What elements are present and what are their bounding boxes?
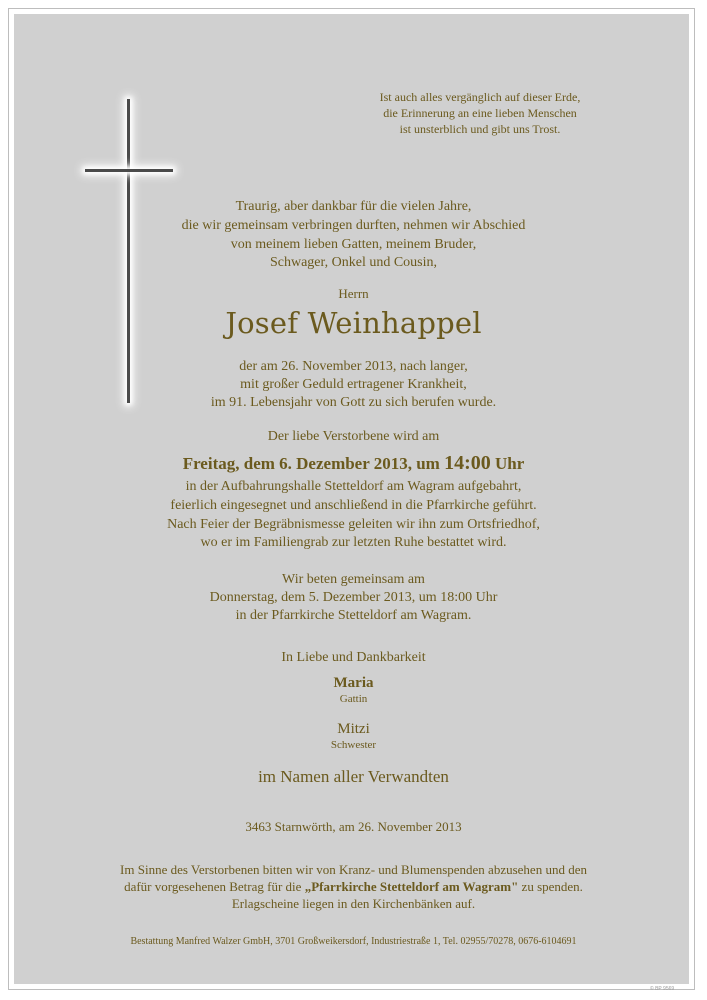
- mourner-relation-1: Gattin: [339, 693, 368, 705]
- intro-line-1: Traurig, aber dankbar für die vielen Jahre,: [235, 199, 472, 214]
- funeral-date-time: 14:00: [444, 452, 491, 474]
- prayer-line-3: in der Pfarrkirche Stetteldorf am Wagram.: [235, 608, 472, 623]
- death-info-line-3: im 91. Lebensjahr von Gott zu sich berufen wurde.: [210, 395, 497, 410]
- death-info-line-1: der am 26. November 2013, nach langer,: [239, 359, 468, 374]
- death-info-line-2: mit großer Geduld ertragener Krankheit,: [240, 377, 467, 392]
- donation-line-1: Im Sinne des Verstorbenen bitten wir von Kranz- und Blumenspenden abzusehen und den: [120, 862, 587, 877]
- funeral-details-line-2: feierlich eingesegnet und anschließend in die Pfarrkirche geführt.: [170, 498, 537, 513]
- poem-line-2: die Erinnerung an eine lieben Menschen: [383, 106, 577, 120]
- funeral-home-footer: Bestattung Manfred Walzer GmbH, 3701 Großweikersdorf, Industriestraße 1, Tel. 02955/70278, 0676-6104691: [130, 936, 577, 947]
- intro-line-2: die wir gemeinsam verbringen durften, nehmen wir Abschied: [181, 218, 526, 233]
- relatives-text: im Namen aller Verwandten: [258, 767, 449, 786]
- poem-line-1: Ist auch alles vergänglich auf dieser Erde,: [379, 90, 581, 104]
- poem-line-3: ist unsterblich und gibt uns Trost.: [399, 122, 561, 136]
- intro-line-3: von meinem lieben Gatten, meinem Bruder,: [230, 237, 477, 252]
- deceased-name: Josef Weinhappel: [225, 306, 482, 340]
- funeral-intro: Der liebe Verstorbene wird am: [267, 429, 440, 444]
- place-date: 3463 Starnwörth, am 26. November 2013: [245, 819, 462, 834]
- prayer-line-2: Donnerstag, dem 5. Dezember 2013, um 18:00 Uhr: [209, 590, 498, 605]
- salutation: Herrn: [338, 286, 369, 301]
- closing-text: In Liebe und Dankbarkeit: [281, 650, 426, 665]
- donation-line-2-prefix: dafür vorgesehenen Betrag für die: [124, 879, 302, 894]
- funeral-date-prefix: Freitag, dem 6. Dezember 2013, um: [182, 454, 440, 473]
- watermark: © BP 9569: [650, 986, 675, 992]
- mourner-name-2: Mitzi: [337, 721, 370, 737]
- mourner-name-1: Maria: [333, 675, 374, 691]
- donation-recipient: „Pfarrkirche Stetteldorf am Wagram": [304, 879, 519, 894]
- donation-line-2-suffix: zu spenden.: [521, 879, 583, 894]
- donation-line-3: Erlagscheine liegen in den Kirchenbänken auf.: [231, 896, 476, 911]
- funeral-date-suffix: Uhr: [495, 454, 525, 473]
- intro-line-4: Schwager, Onkel und Cousin,: [269, 255, 438, 270]
- prayer-line-1: Wir beten gemeinsam am: [282, 572, 425, 587]
- donation-line-2: [0, 878, 707, 895]
- funeral-date: [0, 452, 707, 475]
- funeral-details-line-3: Nach Feier der Begräbnismesse geleiten wir ihn zum Ortsfriedhof,: [167, 517, 540, 532]
- funeral-details-line-1: in der Aufbahrungshalle Stetteldorf am Wagram aufgebahrt,: [185, 479, 522, 494]
- mourner-relation-2: Schwester: [330, 739, 377, 751]
- funeral-details-line-4: wo er im Familiengrab zur letzten Ruhe bestattet wird.: [200, 535, 507, 550]
- cross-icon-horizontal: [85, 169, 173, 172]
